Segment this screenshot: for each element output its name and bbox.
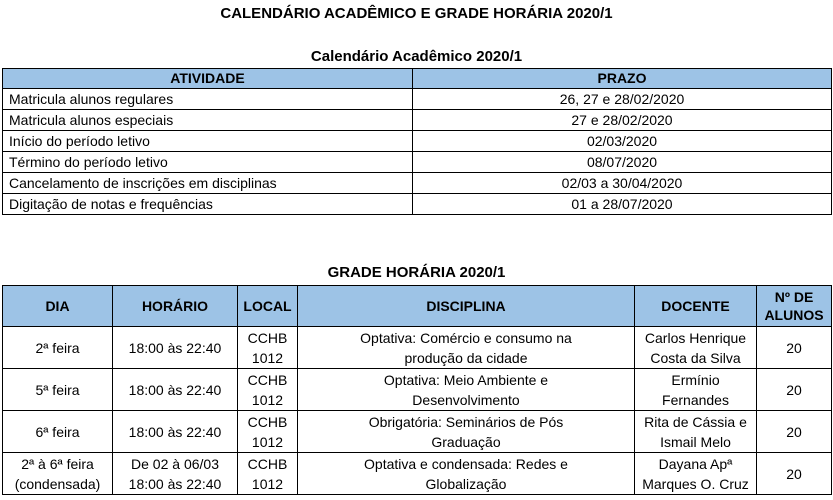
students-cell: 20 — [757, 453, 832, 495]
location-cell-line: 1012 — [251, 475, 284, 492]
course-cell-line: Obrigatória: Seminários de Pós — [368, 413, 564, 430]
time-cell — [113, 453, 238, 495]
day-cell-line: (condensada) — [14, 475, 101, 492]
header-dia: DIA — [3, 286, 113, 327]
calendar-title: Calendário Acadêmico 2020/1 — [310, 48, 523, 65]
day-cell — [3, 453, 113, 495]
header-atividade: ATIVIDADE — [3, 69, 413, 89]
deadline-cell: 26, 27 e 28/02/2020 — [413, 89, 832, 110]
day-cell-line: 2ª à 6ª feira — [21, 455, 94, 472]
course-cell-line: Optativa: Meio Ambiente e — [383, 371, 549, 388]
course-cell-line: produção da cidade — [404, 349, 528, 366]
activity-cell: Término do período letivo — [3, 152, 413, 173]
location-cell — [238, 327, 298, 369]
location-cell-line: CCHB — [247, 413, 288, 430]
header-alunos — [757, 286, 832, 327]
students-cell: 20 — [757, 327, 832, 369]
header-disciplina: DISCIPLINA — [298, 286, 635, 327]
course-cell-line: Desenvolvimento — [412, 391, 520, 408]
time-cell-line: 18:00 às 22:40 — [128, 475, 222, 492]
day-cell — [3, 327, 113, 369]
location-cell-line: 1012 — [251, 433, 284, 450]
teacher-cell-line: Ismail Melo — [660, 433, 731, 450]
time-cell-line: 18:00 às 22:40 — [128, 339, 222, 356]
day-cell — [3, 411, 113, 453]
day-cell-line: 2ª feira — [35, 339, 80, 356]
calendar-header-row — [3, 69, 832, 89]
location-cell-line: CCHB — [247, 329, 288, 346]
location-cell — [238, 453, 298, 495]
course-cell-line: Optativa e condensada: Redes e — [364, 455, 568, 472]
activity-cell: Digitação de notas e frequências — [3, 194, 413, 215]
course-cell-line: Optativa: Comércio e consumo na — [360, 329, 572, 346]
calendar-row — [3, 89, 832, 110]
course-cell — [298, 327, 635, 369]
course-cell — [298, 453, 635, 495]
calendar-table — [2, 68, 832, 215]
deadline-cell: 01 a 28/07/2020 — [413, 194, 832, 215]
calendar-row — [3, 131, 832, 152]
day-cell-line: 5ª feira — [35, 381, 80, 398]
grade-row — [3, 327, 832, 369]
location-cell — [238, 369, 298, 411]
time-cell-line: De 02 à 06/03 — [131, 455, 219, 472]
teacher-cell-line: Ermínio Fernandes — [662, 371, 729, 408]
teacher-cell-line: Dayana Apª — [658, 455, 733, 472]
teacher-cell — [635, 411, 757, 453]
teacher-cell-line: Marques O. Cruz — [642, 475, 749, 492]
grade-row — [3, 369, 832, 411]
activity-cell: Matricula alunos regulares — [3, 89, 413, 110]
grade-title: GRADE HORÁRIA 2020/1 — [327, 264, 506, 281]
activity-cell: Início do período letivo — [3, 131, 413, 152]
teacher-cell-line: Rita de Cássia e — [644, 413, 747, 430]
header-alunos-line1: Nº DE — [774, 289, 814, 305]
calendar-row — [3, 173, 832, 194]
time-cell — [113, 411, 238, 453]
students-cell: 20 — [757, 411, 832, 453]
location-cell-line: 1012 — [251, 391, 284, 408]
header-docente: DOCENTE — [635, 286, 757, 327]
header-alunos-line2: ALUNOS — [764, 307, 824, 323]
location-cell — [238, 411, 298, 453]
teacher-cell — [635, 453, 757, 495]
grade-header-row — [3, 286, 832, 327]
deadline-cell: 27 e 28/02/2020 — [413, 110, 832, 131]
students-cell: 20 — [757, 369, 832, 411]
header-horario: HORÁRIO — [113, 286, 238, 327]
teacher-cell-line: Costa da Silva — [650, 349, 741, 366]
teacher-cell — [635, 327, 757, 369]
teacher-cell-line: Carlos Henrique — [644, 329, 747, 346]
day-cell — [3, 369, 113, 411]
location-cell-line: 1012 — [251, 349, 284, 366]
course-cell-line: Graduação — [431, 433, 501, 450]
course-cell — [298, 369, 635, 411]
deadline-cell: 02/03/2020 — [413, 131, 832, 152]
calendar-row — [3, 152, 832, 173]
calendar-row — [3, 110, 832, 131]
time-cell-line: 18:00 às 22:40 — [128, 423, 222, 440]
location-cell-line: CCHB — [247, 371, 288, 388]
time-cell-line: 18:00 às 22:40 — [128, 381, 222, 398]
grade-row — [3, 411, 832, 453]
course-cell-line: Globalização — [425, 475, 507, 492]
grade-table — [2, 285, 832, 495]
course-cell — [298, 411, 635, 453]
calendar-row — [3, 194, 832, 215]
activity-cell: Cancelamento de inscrições em disciplinas — [3, 173, 413, 194]
activity-cell: Matricula alunos especiais — [3, 110, 413, 131]
time-cell — [113, 369, 238, 411]
deadline-cell: 08/07/2020 — [413, 152, 832, 173]
header-local: LOCAL — [238, 286, 298, 327]
location-cell-line: CCHB — [247, 455, 288, 472]
header-prazo: PRAZO — [413, 69, 832, 89]
deadline-cell: 02/03 a 30/04/2020 — [413, 173, 832, 194]
main-title: CALENDÁRIO ACADÊMICO E GRADE HORÁRIA 2020/1 — [220, 5, 613, 22]
day-cell-line: 6ª feira — [35, 423, 80, 440]
time-cell — [113, 327, 238, 369]
teacher-cell — [635, 369, 757, 411]
grade-row — [3, 453, 832, 495]
